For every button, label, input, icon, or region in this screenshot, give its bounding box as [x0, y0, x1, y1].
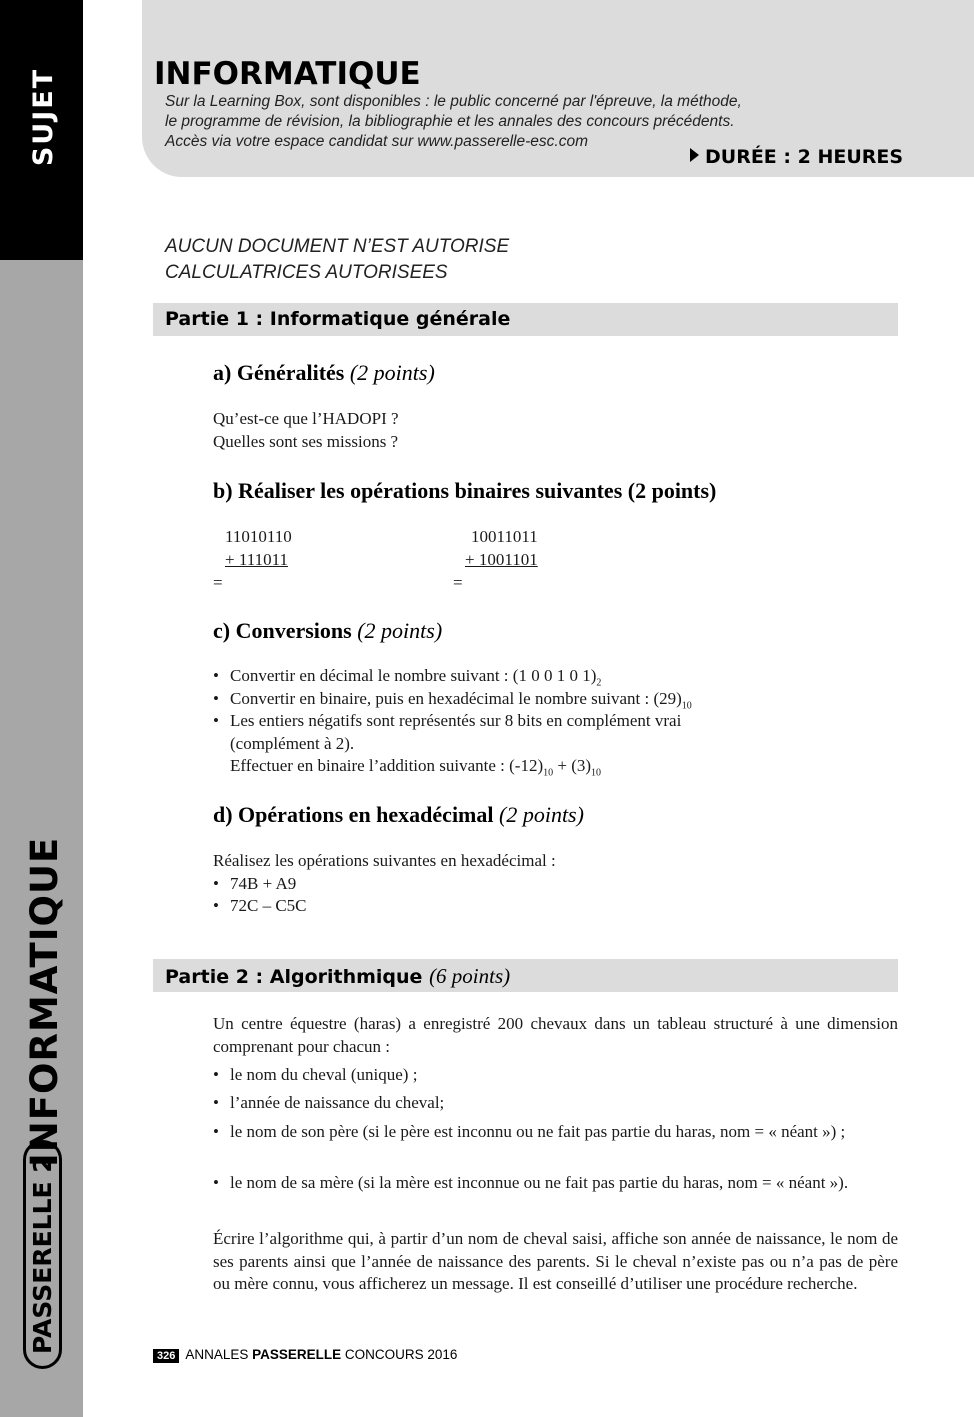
- section-d-title: d) Opérations en hexadécimal (2 points): [213, 802, 584, 827]
- notice-line: AUCUN DOCUMENT N’EST AUTORISE: [165, 236, 510, 257]
- sidebar-subject-label: INFORMATIQUE: [23, 836, 66, 1167]
- passerelle-logo: PASSERELLE 2: [23, 1159, 67, 1369]
- list-item: • le nom de son père (si le père est inconnu ou ne fait pas partie du haras, nom = « néant ») ;: [213, 1122, 846, 1141]
- play-arrow-icon: [690, 148, 699, 162]
- part2-task: Écrire l’algorithme qui, à partir d’un nom de cheval saisi, affiche son année de naissance, le nom de ses parents ainsi que l’année de naissance des parents. Si le cheval n’existe pas ou n’a pas de père ou mère connu, vous afficherez un message. Il est conseillé d’utiliser une procédure recherche.: [213, 1229, 898, 1293]
- header-note: [165, 92, 805, 152]
- part1-title: Partie 1 : Informatique générale: [165, 308, 511, 330]
- header-note-line: Accès via votre espace candidat sur www.passerelle-esc.com: [165, 133, 588, 150]
- list-item: • 74B + A9: [213, 874, 297, 893]
- notice-line: CALCULATRICES AUTORISEES: [165, 262, 448, 283]
- list-item: • le nom de sa mère (si la mère est inconnue ou ne fait pas partie du haras, nom = « néant »).: [213, 1173, 849, 1192]
- header-note-line: le programme de révision, la bibliographie et les annales des concours précédents.: [165, 113, 735, 130]
- list-item: • l’année de naissance du cheval;: [213, 1093, 445, 1112]
- section-d-intro: Réalisez les opérations suivantes en hexadécimal :: [213, 851, 556, 870]
- binary-op-1-equals: =: [213, 573, 223, 592]
- binary-op-1: 11010110 + 111011: [225, 527, 292, 569]
- part2-intro: Un centre équestre (haras) a enregistré 200 chevaux dans un tableau structuré à une dimension comprenant pour chacun :: [213, 1014, 898, 1056]
- list-item: • Convertir en binaire, puis en hexadécimal le nombre suivant : $(29)_{10}$: [213, 689, 692, 712]
- binary-op-2: 10011011 + 1001101: [465, 527, 538, 569]
- part1-bar: [153, 303, 898, 336]
- page-title: INFORMATIQUE: [154, 56, 421, 92]
- list-item: • 72C – C5C: [213, 896, 307, 915]
- page-footer: 326 ANNALES PASSERELLE CONCOURS 2016: [153, 1347, 457, 1363]
- section-c-title: c) Conversions (2 points): [213, 618, 443, 643]
- page-number: 326: [153, 1349, 179, 1363]
- exam-notice: [165, 234, 509, 286]
- section-b-title: b) Réaliser les opérations binaires suivantes (2 points): [213, 478, 717, 503]
- part2-title: Partie 2 : Algorithmique (6 points): [165, 964, 511, 988]
- section-a-questions: Qu’est-ce que l’HADOPI ? Quelles sont ses missions ?: [213, 409, 399, 451]
- part2-bar: [153, 959, 898, 992]
- list-item: • Les entiers négatifs sont représentés sur 8 bits en complément vrai (complément à 2). Effectuer en binaire l’addition suivante : $(-12)_{10} + (3)_{10}$: [213, 711, 682, 779]
- header-note-line: Sur la Learning Box, sont disponibles : le public concerné par l'épreuve, la méthode,: [165, 93, 742, 110]
- binary-op-2-equals: =: [453, 573, 463, 592]
- list-item: • Convertir en décimal le nombre suivant : (1 0 0 1 0 $1)_2$: [213, 666, 602, 689]
- sidebar-sujet-label: SUJET: [28, 67, 59, 167]
- duration-label: DURÉE : 2 HEURES: [690, 146, 903, 168]
- list-item: • le nom du cheval (unique) ;: [213, 1065, 418, 1084]
- section-a-title: a) Généralités (2 points): [213, 360, 435, 385]
